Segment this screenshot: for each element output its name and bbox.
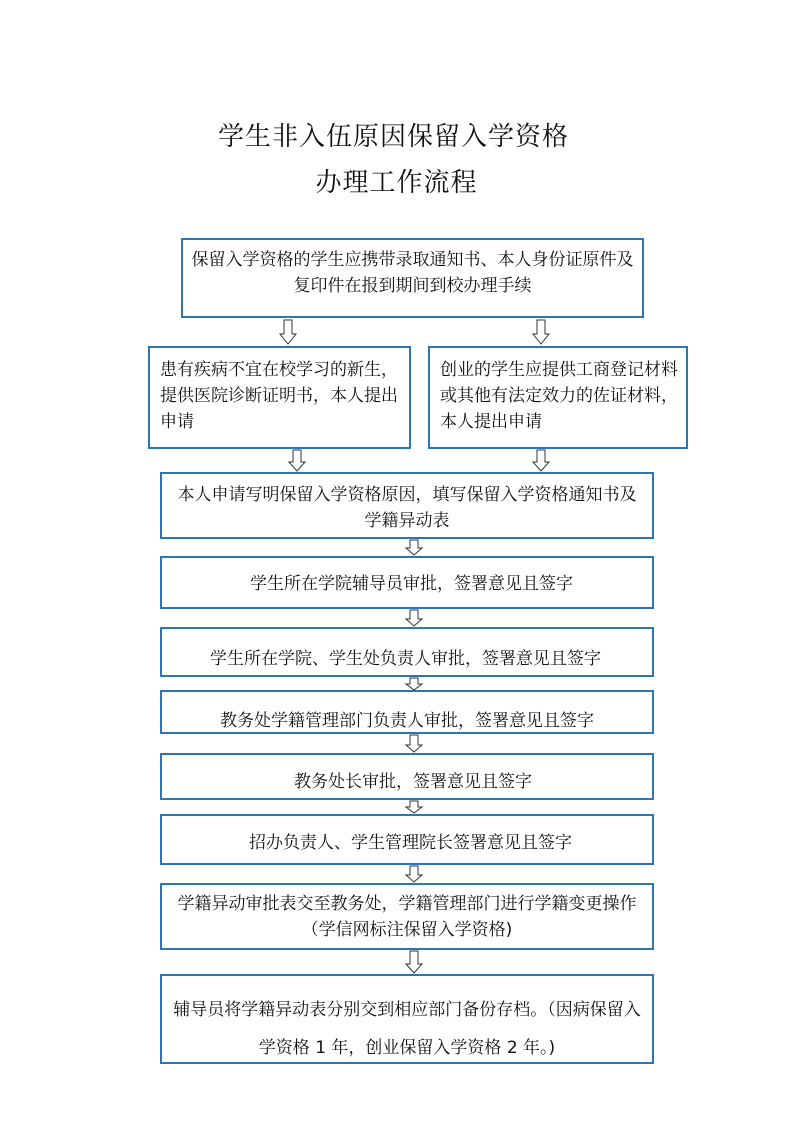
title-line-2: 办理工作流程 [315,168,478,198]
title-line-1: 学生非入伍原因保留入学资格 [217,122,569,152]
step-2b-text: 创业的学生应提供工商登记材料或其他有法定效力的佐证材料，本人提出申请 [440,360,678,432]
step-2a-text: 患有疾病不宜在校学习的新生，提供医院诊断证明书，本人提出申请 [160,360,398,432]
step-1-text: 保留入学资格的学生应携带录取通知书、本人身份证原件及复印件在报到期间到校办理手续 [191,250,634,296]
step-8-text: 招办负责人、学生管理院长签署意见且签字 [249,833,572,853]
down-arrow-icon [406,801,422,813]
step-6-text: 教务处学籍管理部门负责人审批，签署意见且签字 [220,711,594,731]
step-3-text: 本人申请写明保留入学资格原因，填写保留入学资格通知书及学籍异动表 [177,485,637,531]
step-4-text: 学生所在学院辅导员审批，签署意见且签字 [250,574,573,594]
down-arrow-icon [406,951,422,973]
down-arrow-icon [406,866,422,882]
down-arrow-icon [406,540,422,555]
down-arrow-icon [533,320,549,344]
step-7-text: 教务处长审批，签署意见且签字 [294,772,532,792]
step-5-text: 学生所在学院、学生处负责人审批，签署意见且签字 [210,649,601,669]
down-arrow-icon [406,735,422,752]
down-arrow-icon [406,610,422,626]
down-arrow-icon [289,450,305,471]
step-9-text: 学籍异动审批表交至教务处，学籍管理部门进行学籍变更操作（学信网标注保留入学资格) [177,894,637,940]
down-arrow-icon [280,320,296,344]
down-arrow-icon [406,678,422,690]
down-arrow-icon [533,450,549,471]
step-10-text: 辅导员将学籍异动表分别交到相应部门备份存档。（因病保留入学资格 1 年，创业保留入学资格 2 年。) [173,1000,641,1058]
